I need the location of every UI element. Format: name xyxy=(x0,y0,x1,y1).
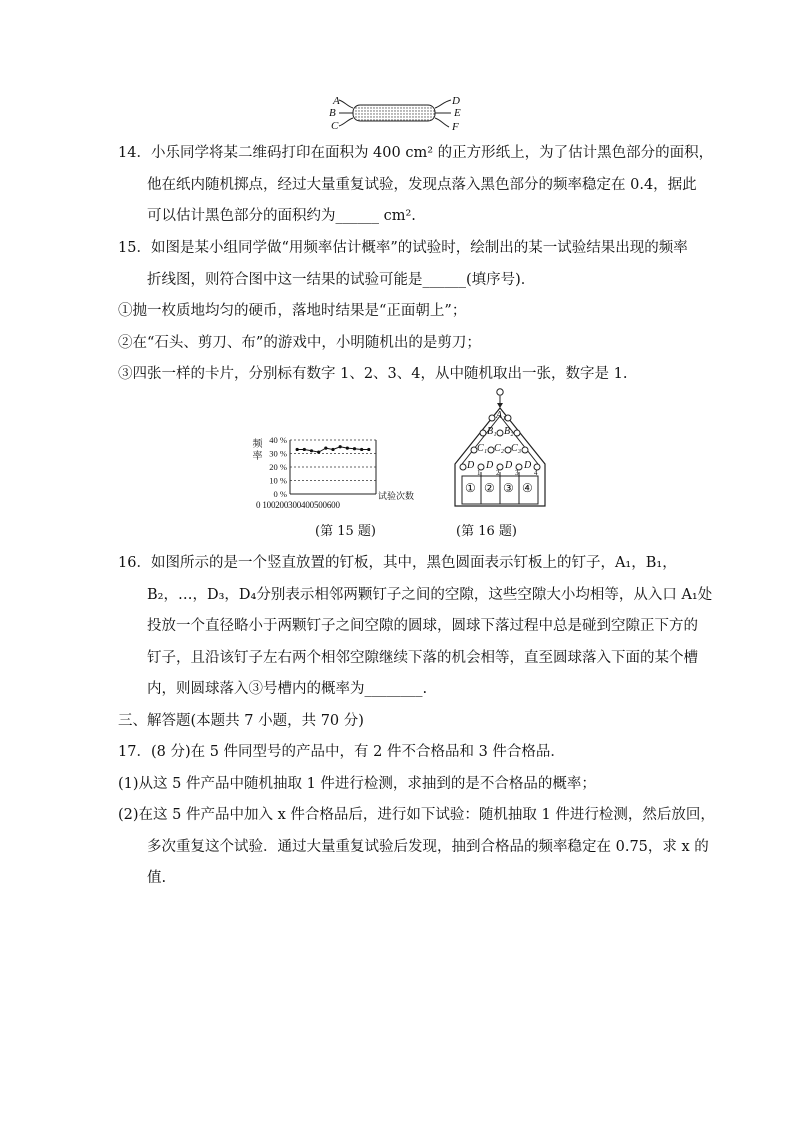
q17-part2-line2: 多次重复这个试验．通过大量重复试验后发现，抽到合格品的频率稳定在 0.75，求 x 的 xyxy=(147,839,709,855)
chart-data-point xyxy=(310,449,313,452)
chart-xlabel: 试验次数 xyxy=(378,491,415,501)
gap-C1: C₁ xyxy=(477,443,488,454)
gap-A1: A₁ xyxy=(496,410,506,421)
gap-D4: D xyxy=(524,460,532,471)
chart-data-point xyxy=(360,448,363,451)
q16-line3: 投放一个直径略小于两颗钉子之间空隙的圆球，圆球下落过程中总是碰到空隙正下方的 xyxy=(147,618,698,634)
frequency-chart xyxy=(244,428,414,516)
chart-data-point xyxy=(303,448,306,451)
label-E: E xyxy=(454,107,461,119)
q14-line2: 他在纸内随机掷点，经过大量重复试验，发现点落入黑色部分的频率稳定在 0.4，据此 xyxy=(147,177,697,193)
q15-line1: 15．如图是某小组同学做“用频率估计概率”的试验时，绘制出的某一试验结果出现的频率 xyxy=(118,240,688,256)
label-D: D xyxy=(452,95,460,107)
chart-y-tick-label: 10 % xyxy=(269,475,287,486)
chart-xticks: 0 100200300400500600 xyxy=(256,500,340,510)
q15-option-2: ②在“石头、剪刀、布”的游戏中，小明随机出的是剪刀； xyxy=(118,335,481,351)
gap-D3: D xyxy=(505,460,513,471)
q17-part1: (1)从这 5 件产品中随机抽取 1 件进行检测，求抽到的是不合格品的概率； xyxy=(118,776,596,792)
slot-1: ① xyxy=(465,481,476,495)
gap-B1: B₁ xyxy=(487,426,497,437)
label-C: C xyxy=(331,120,339,132)
chart-data-point xyxy=(324,447,327,450)
d-index-1: 1 xyxy=(477,469,481,477)
section-3-title: 三、解答题(本题共 7 小题，共 70 分) xyxy=(118,713,364,729)
chart-data-point xyxy=(317,451,320,454)
slot-4: ④ xyxy=(522,481,533,495)
q14-line3: 可以估计黑色部分的面积约为______ cm². xyxy=(147,208,416,224)
caption-15: (第 15 题) xyxy=(315,524,376,539)
chart-data-point xyxy=(296,448,299,451)
label-B: B xyxy=(329,107,336,119)
d-index-3: 3 xyxy=(515,469,519,477)
slot-2: ② xyxy=(484,481,495,495)
q16-line1: 16．如图所示的是一个竖直放置的钉板，其中，黑色圆面表示钉板上的钉子，A₁，B₁， xyxy=(118,555,677,571)
peg-board-figure xyxy=(450,384,550,510)
q17-line1: 17．(8 分)在 5 件同型号的产品中，有 2 件不合格品和 3 件合格品． xyxy=(118,744,565,760)
q17-part2-line1: (2)在这 5 件产品中加入 x 件合格品后，进行如下试验：随机抽取 1 件进行检测，然后放回， xyxy=(118,807,715,823)
caption-16: (第 16 题) xyxy=(456,524,517,539)
slot-3: ③ xyxy=(503,481,514,495)
chart-y-tick-label: 0 % xyxy=(273,489,287,499)
chart-y-tick-label: 30 % xyxy=(269,448,287,459)
chart-ylabel: 频率 xyxy=(250,438,261,462)
chart-data-point xyxy=(367,448,370,451)
q15-option-1: ①抛一枚质地均匀的硬币，落地时结果是“正面朝上”； xyxy=(118,303,467,319)
q15-option-3: ③四张一样的卡片，分别标有数字 1、2、3、4，从中随机取出一张，数字是 1. xyxy=(118,366,628,382)
gap-C2: C₂ xyxy=(494,443,505,454)
label-F: F xyxy=(452,121,459,133)
d-index-2: 2 xyxy=(496,469,500,477)
chart-y-tick-label: 40 % xyxy=(269,435,287,445)
gap-D1: D xyxy=(467,460,475,471)
chart-data-point xyxy=(353,447,356,450)
q16-line2: B₂，…，D₃，D₄分别表示相邻两颗钉子之间的空隙，这些空隙大小均相等，从入口 A₁处 xyxy=(147,587,713,603)
chart-data-point xyxy=(339,445,342,448)
q16-line4: 钉子，且沿该钉子左右两个相邻空隙继续下落的机会相等，直至圆球落入下面的某个槽 xyxy=(147,650,698,666)
chart-y-tick-label: 20 % xyxy=(269,462,287,472)
d-index-4: 4 xyxy=(534,469,538,477)
gap-D2: D xyxy=(486,460,494,471)
q14-line1: 14．小乐同学将某二维码打印在面积为 400 cm² 的正方形纸上，为了估计黑色部分的面积， xyxy=(118,145,714,161)
q17-part2-line3: 值. xyxy=(147,870,167,886)
wire-figure xyxy=(325,92,470,134)
q16-line5: 内，则圆球落入③号槽内的概率为________. xyxy=(147,681,428,697)
chart-data-point xyxy=(346,447,349,450)
gap-B2: B₂ xyxy=(504,426,514,437)
wire-drawing xyxy=(325,92,470,134)
q15-line2: 折线图，则符合图中这一结果的试验可能是______(填序号)． xyxy=(147,272,536,288)
label-A: A xyxy=(333,95,340,107)
gap-C3: C₃ xyxy=(511,443,522,454)
chart-data-point xyxy=(331,448,334,451)
